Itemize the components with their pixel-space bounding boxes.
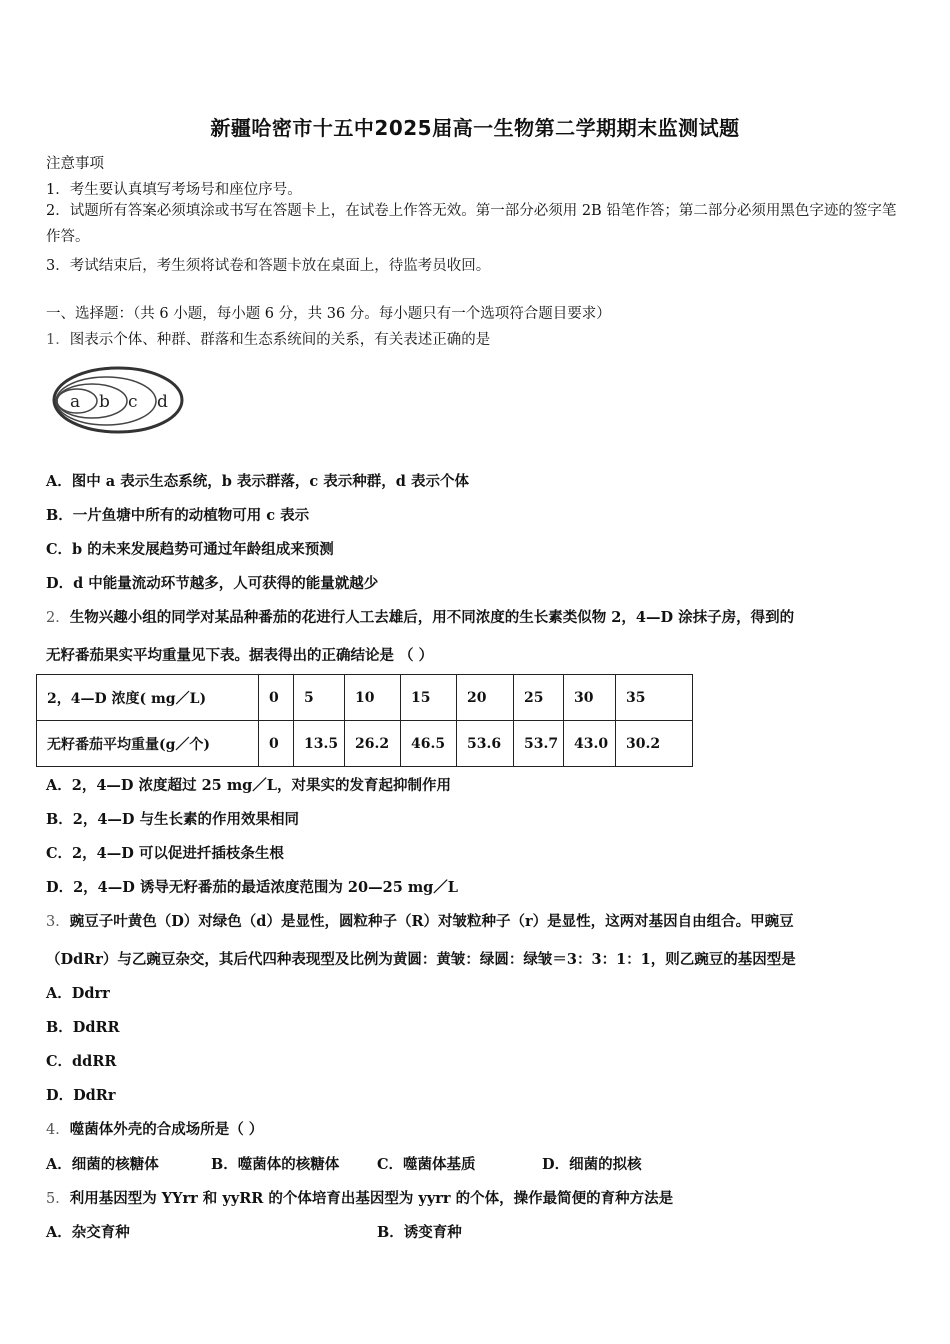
label-b: b [99, 392, 110, 412]
question-4-number: 4． [46, 1122, 70, 1138]
label-c: c [128, 392, 138, 412]
question-5-stem [46, 1187, 673, 1208]
question-4-text: 噬菌体外壳的合成场所是（ ） [69, 1121, 264, 1138]
table-cell: 0 [259, 721, 294, 767]
table-cell: 26.2 [345, 721, 401, 767]
question-5-number: 5． [46, 1191, 70, 1207]
notice-heading: 注意事项 [46, 156, 104, 172]
question-3-number: 3． [46, 914, 70, 930]
table-cell: 35 [616, 675, 693, 721]
question-1-option-a: A．图中 a 表示生态系统，b 表示群落，c 表示种群，d 表示个体 [46, 473, 469, 490]
question-4-option-b: B．噬菌体的核糖体 [211, 1156, 340, 1173]
table-cell: 13.5 [294, 721, 345, 767]
table-row [37, 675, 693, 721]
page-title: 新疆哈密市十五中2025届高一生物第二学期期末监测试题 [210, 116, 740, 140]
question-3-stem-line1 [46, 910, 794, 931]
label-d: d [157, 392, 168, 412]
table-header-cell: 无籽番茄平均重量(g／个) [37, 721, 259, 767]
question-1-text: 图表示个体、种群、群落和生态系统间的关系，有关表述正确的是 [69, 332, 491, 348]
question-1-stem [46, 328, 490, 349]
notice-item-1: 1．考生要认真填写考场号和座位序号。 [46, 182, 302, 198]
question-1-option-b: B．一片鱼塘中所有的动植物可用 c 表示 [46, 507, 310, 524]
question-4-option-a: A．细菌的核糖体 [46, 1156, 159, 1173]
nested-ellipse-diagram [50, 364, 186, 436]
concentration-weight-table [36, 674, 693, 767]
table-cell: 20 [457, 675, 514, 721]
question-3-stem-line2: （DdRr）与乙豌豆杂交，其后代四种表现型及比例为黄圆：黄皱：绿圆：绿皱＝3：3：1：1，则乙豌豆的基因型是 [46, 951, 796, 968]
question-5-text: 利用基因型为 YYrr 和 yyRR 的个体培育出基因型为 yyrr 的个体，操作最简便的育种方法是 [69, 1190, 674, 1207]
question-2-option-b: B．2，4—D 与生长素的作用效果相同 [46, 811, 300, 828]
question-2-option-a: A．2，4—D 浓度超过 25 mg／L，对果实的发育起抑制作用 [46, 777, 451, 794]
question-4-stem [46, 1118, 263, 1139]
question-1-option-c: C．b 的未来发展趋势可通过年龄组成来预测 [46, 541, 334, 558]
table-header-cell: 2，4—D 浓度( mg／L) [37, 675, 259, 721]
table-cell: 53.6 [457, 721, 514, 767]
table-cell: 15 [401, 675, 457, 721]
question-3-option-b: B．DdRR [46, 1019, 120, 1036]
question-3-option-c: C．ddRR [46, 1053, 117, 1070]
label-a: a [70, 392, 81, 412]
question-3-option-d: D．DdRr [46, 1087, 116, 1104]
question-1-option-d: D．d 中能量流动环节越多，人可获得的能量就越少 [46, 575, 379, 592]
ellipse-b [57, 384, 127, 418]
table-cell: 10 [345, 675, 401, 721]
question-3-text: 豌豆子叶黄色（D）对绿色（d）是显性，圆粒种子（R）对皱粒种子（r）是显性，这两对基因自由组合。甲豌豆 [69, 913, 794, 930]
question-5-option-b: B．诱变育种 [377, 1224, 462, 1241]
question-3-option-a: A．Ddrr [46, 985, 110, 1002]
table-row [37, 721, 693, 767]
question-2-stem-line1 [46, 606, 794, 627]
table-cell: 46.5 [401, 721, 457, 767]
question-2-number: 2． [46, 610, 70, 626]
question-1-number: 1． [46, 332, 70, 348]
table-cell: 30.2 [616, 721, 693, 767]
question-5-option-a: A．杂交育种 [46, 1224, 130, 1241]
table-cell: 5 [294, 675, 345, 721]
notice-item-3: 3．考试结束后，考生须将试卷和答题卡放在桌面上，待监考员收回。 [46, 258, 491, 274]
question-2-text: 生物兴趣小组的同学对某品种番茄的花进行人工去雄后，用不同浓度的生长素类似物 2，4—D 涂抹子房，得到的 [69, 609, 795, 626]
table-cell: 53.7 [514, 721, 564, 767]
question-2-stem-line2: 无籽番茄果实平均重量见下表。据表得出的正确结论是 （ ） [46, 647, 434, 664]
question-2-option-d: D．2，4—D 诱导无籽番茄的最适浓度范围为 20—25 mg／L [46, 879, 459, 896]
section-heading: 一、选择题：（共 6 小题，每小题 6 分，共 36 分。每小题只有一个选项符合题目要求） [46, 306, 611, 322]
question-2-option-c: C．2，4—D 可以促进扦插枝条生根 [46, 845, 284, 862]
table-cell: 30 [564, 675, 616, 721]
notice-item-2: 2．试题所有答案必须填涂或书写在答题卡上，在试卷上作答无效。第一部分必须用 2B 铅笔作答；第二部分必须用黑色字迹的签字笔作答。 [46, 203, 897, 245]
table-cell: 43.0 [564, 721, 616, 767]
table-cell: 25 [514, 675, 564, 721]
table-cell: 0 [259, 675, 294, 721]
question-4-option-d: D．细菌的拟核 [542, 1156, 642, 1173]
question-4-option-c: C．噬菌体基质 [377, 1156, 476, 1173]
